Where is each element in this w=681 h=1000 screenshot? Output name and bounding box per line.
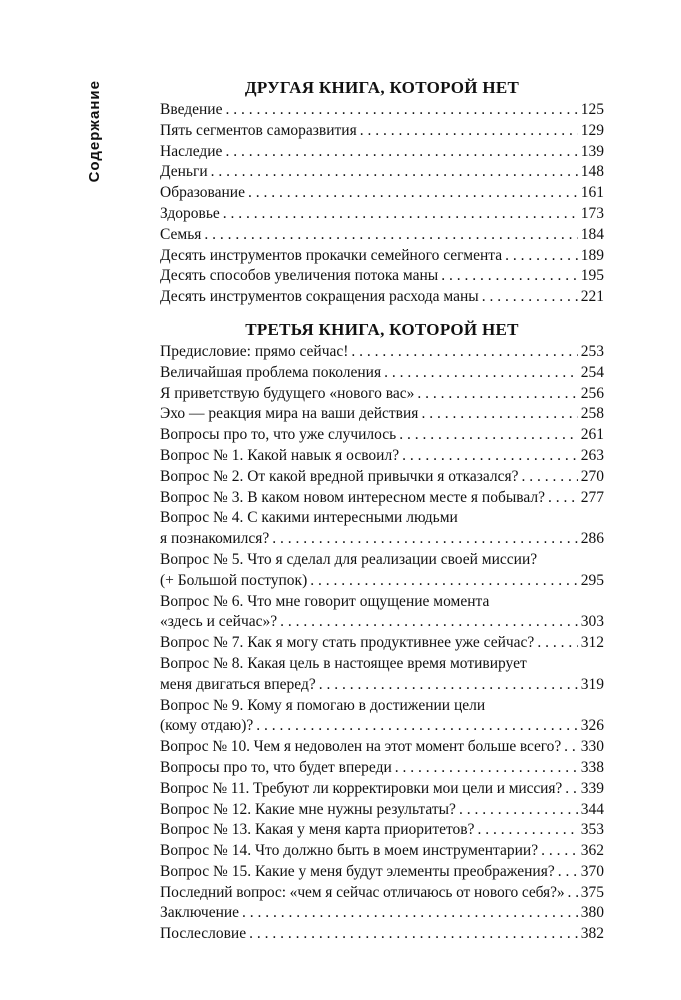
dot-leader (225, 142, 577, 163)
toc-entry[interactable] (160, 820, 604, 841)
toc-entry[interactable] (160, 446, 604, 467)
toc-entry[interactable] (160, 550, 604, 592)
toc-entry-text: Вопрос № 14. Что должно быть в моем инструментарии? (160, 842, 539, 860)
toc-entry[interactable] (160, 633, 604, 654)
toc-entry-text: (+ Большой поступок) (160, 571, 308, 589)
toc-page-number: 129 (580, 121, 604, 139)
dot-leader (441, 266, 578, 287)
toc-page-number: 339 (580, 779, 604, 797)
dot-leader (310, 571, 578, 592)
dot-leader (319, 675, 578, 696)
toc-page-number: 263 (580, 446, 604, 464)
toc-entry-text: Эхо — реакция мира на ваши действия (160, 405, 419, 423)
toc-entry[interactable] (160, 758, 604, 779)
toc-entry[interactable] (160, 841, 604, 862)
toc-entry-text: (кому отдаю)? (160, 717, 254, 735)
dot-leader (459, 800, 578, 821)
toc-page-number: 148 (580, 163, 604, 181)
dot-leader (565, 779, 578, 800)
toc-page-number: 362 (580, 842, 604, 860)
toc-page-number: 189 (580, 246, 604, 264)
section-title: ТРЕТЬЯ КНИГА, КОТОРОЙ НЕТ (245, 319, 519, 339)
toc-entry[interactable] (160, 800, 604, 821)
toc-entry[interactable] (160, 204, 604, 225)
toc-page-number: 258 (580, 405, 604, 423)
section-title: ДРУГАЯ КНИГА, КОТОРОЙ НЕТ (244, 78, 520, 97)
toc-entry[interactable] (160, 924, 604, 945)
toc-entry[interactable] (160, 246, 604, 267)
toc-page-number: 353 (580, 821, 604, 839)
toc-page-number: 338 (580, 758, 604, 776)
toc-page-number: 256 (580, 384, 604, 402)
toc-entry-text: Вопрос № 7. Как я могу стать продуктивнее уже сейчас? (160, 634, 535, 652)
toc-entry[interactable] (160, 592, 604, 634)
toc-entry-text: «здесь и сейчас»? (160, 613, 278, 631)
toc-entry-text: Семья (160, 225, 202, 243)
toc-entry-text: Вопрос № 2. От какой вредной привычки я отказался? (160, 467, 519, 485)
toc-entry-text: Послесловие (160, 925, 247, 943)
dot-leader (568, 883, 578, 904)
toc-entry-text: я познакомился? (160, 530, 270, 548)
toc-entry-text: Вопрос № 10. Чем я недоволен на этот момент больше всего? (160, 738, 562, 756)
toc-entry-text: Десять инструментов прокачки семейного сегмента (160, 246, 503, 264)
toc-page-number: 253 (580, 342, 604, 360)
dot-leader (360, 121, 578, 142)
toc-entry[interactable] (160, 287, 604, 308)
toc-entry-text: Вопросы про то, что будет впереди (160, 758, 392, 776)
toc-entry-text: Заключение (160, 904, 240, 922)
toc-entry-text: Введение (160, 101, 223, 118)
dot-leader (351, 342, 577, 363)
toc-page-number: 382 (580, 925, 604, 943)
toc-entry-text: Десять способов увеличения потока маны (160, 267, 439, 285)
dot-leader (249, 924, 578, 945)
toc-entry-text: Десять инструментов сокращения расхода маны (160, 288, 479, 306)
toc-entry[interactable] (160, 508, 604, 550)
toc-entry[interactable] (160, 342, 604, 363)
toc-entry[interactable] (160, 488, 604, 509)
dot-leader (402, 446, 578, 467)
toc-page-number: 344 (580, 800, 604, 818)
toc-entry-text: Вопрос № 3. В каком новом интересном месте я побывал? (160, 488, 546, 506)
toc-entry[interactable] (160, 142, 604, 163)
dot-leader (399, 425, 578, 446)
toc-page-number: 319 (580, 675, 604, 693)
toc-entry[interactable] (160, 363, 604, 384)
toc-entry[interactable] (160, 862, 604, 883)
toc-entry-text: Вопрос № 13. Какая у меня карта приоритетов? (160, 821, 475, 839)
toc-page-number: 173 (580, 204, 604, 222)
toc-entry-text: Предисловие: прямо сейчас! (160, 342, 349, 360)
dot-leader (204, 225, 577, 246)
toc-page-number: 375 (580, 883, 604, 901)
toc-entry[interactable] (160, 737, 604, 758)
toc-page-number: 221 (580, 288, 604, 306)
toc-entry-text: меня двигаться вперед? (160, 675, 316, 693)
toc-entry[interactable] (160, 404, 604, 425)
toc-entry-text: Здоровье (160, 204, 220, 222)
toc-entry-text: Я приветствую будущего «нового вас» (160, 384, 415, 402)
toc-page-number: 277 (580, 488, 604, 506)
dot-leader (242, 903, 578, 924)
toc-page-number: 125 (580, 101, 604, 118)
toc-page-number: 161 (580, 184, 604, 202)
toc-entry[interactable] (160, 384, 604, 405)
toc-page-number: 326 (580, 717, 604, 735)
dot-leader (280, 612, 578, 633)
dot-leader (421, 404, 577, 425)
dot-leader (384, 363, 578, 384)
toc-entry-text: Вопрос № 12. Какие мне нужны результаты? (160, 800, 456, 818)
dot-leader (564, 737, 578, 758)
toc-entry[interactable] (160, 183, 604, 204)
toc-entry-text: Наследие (160, 142, 223, 160)
toc-entry-text-line1: Вопрос № 5. Что я сделал для реализации своей миссии? (160, 550, 538, 568)
dot-leader (256, 716, 577, 737)
toc-entry[interactable] (160, 903, 604, 924)
toc-entry[interactable] (160, 696, 604, 738)
toc-page-number: 330 (580, 738, 604, 756)
dot-leader (522, 467, 578, 488)
toc-page-number: 295 (580, 571, 604, 589)
toc-entry[interactable] (160, 225, 604, 246)
dot-leader (248, 183, 578, 204)
toc-entry-text: Величайшая проблема поколения (160, 363, 382, 381)
toc-page-number: 261 (580, 426, 604, 444)
toc-entry-text: Вопрос № 1. Какой навык я освоил? (160, 446, 400, 464)
dot-leader (223, 204, 578, 225)
dot-leader (537, 633, 577, 654)
dot-leader (211, 162, 578, 183)
dot-leader (558, 862, 578, 883)
toc-entry-text: Вопрос № 15. Какие у меня будут элементы преображения? (160, 862, 555, 880)
toc-entry[interactable] (160, 121, 604, 142)
toc-entry-text: Деньги (160, 163, 208, 181)
dot-leader (417, 384, 577, 405)
toc-entry[interactable] (160, 467, 604, 488)
dot-leader (395, 758, 578, 779)
dot-leader (272, 529, 577, 550)
dot-leader (482, 287, 578, 308)
toc-entry[interactable] (160, 425, 604, 446)
toc-entry-text-line1: Вопрос № 6. Что мне говорит ощущение момента (160, 592, 490, 610)
running-head-contents: Содержание (86, 80, 103, 183)
toc-entry[interactable] (160, 100, 604, 121)
toc-page-number: 312 (580, 634, 604, 652)
dot-leader (548, 488, 578, 509)
toc-page-number: 139 (580, 142, 604, 160)
toc-page-number: 286 (580, 530, 604, 548)
toc-entry-text: Вопрос № 11. Требуют ли корректировки мои цели и миссия? (160, 779, 563, 797)
toc-entry-text: Последний вопрос: «чем я сейчас отличаюсь от нового себя?» (160, 883, 565, 901)
toc-entry-text-line1: Вопрос № 9. Кому я помогаю в достижении цели (160, 696, 486, 714)
toc-page-number: 254 (580, 363, 604, 381)
table-of-contents (160, 76, 604, 945)
toc-page-number: 303 (580, 613, 604, 631)
toc-entry[interactable] (160, 266, 604, 287)
toc-entry[interactable] (160, 162, 604, 183)
dot-leader (505, 246, 578, 267)
toc-entry[interactable] (160, 883, 604, 904)
toc-page-number: 370 (580, 862, 604, 880)
toc-page-number: 184 (580, 225, 604, 243)
toc-entry[interactable] (160, 654, 604, 696)
toc-entry-text-line1: Вопрос № 8. Какая цель в настоящее время мотивирует (160, 654, 527, 672)
toc-entry-text: Образование (160, 184, 245, 202)
toc-entry[interactable] (160, 779, 604, 800)
dot-leader (478, 820, 578, 841)
toc-entry-text: Пять сегментов саморазвития (160, 121, 357, 139)
toc-page-number: 380 (580, 904, 604, 922)
toc-entry-text-line1: Вопрос № 4. С какими интересными людьми (160, 509, 458, 527)
dot-leader (541, 841, 578, 862)
toc-page-number: 270 (580, 467, 604, 485)
toc-entry-text: Вопросы про то, что уже случилось (160, 426, 397, 444)
toc-page-number: 195 (580, 267, 604, 285)
dot-leader (225, 100, 577, 121)
